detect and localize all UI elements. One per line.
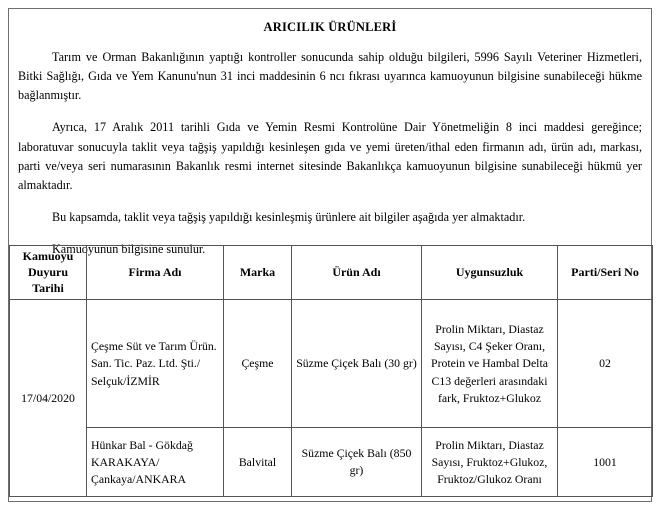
cell-brand: Çeşme <box>224 300 292 428</box>
cell-announcement-date: 17/04/2020 <box>10 300 87 497</box>
cell-batch-serial-no: 02 <box>558 300 653 428</box>
document-page <box>8 8 652 502</box>
cell-product-name: Süzme Çiçek Balı (30 gr) <box>292 300 422 428</box>
column-header-announcement-date: Kamuoyu Duyuru Tarihi <box>10 246 87 300</box>
column-header-brand: Marka <box>224 246 292 300</box>
cell-product-name: Süzme Çiçek Balı (850 gr) <box>292 428 422 497</box>
adulterated-products-table <box>9 245 653 497</box>
document-body <box>9 48 651 259</box>
table-row <box>10 300 653 428</box>
column-header-nonconformity: Uygunsuzluk <box>422 246 558 300</box>
paragraph-legal-basis: Tarım ve Orman Bakanlığının yaptığı kontroller sonucunda sahip olduğu bilgileri, 5996 Sayılı Veteriner Hizmetleri, Bitki Sağlığı, Gıda ve Yem Kanunu'nun 31 inci maddesinin 6 ncı fıkrası uyarınca kamuoyunun bilgisine sunabileceği hükme bağlanmıştır. <box>18 50 642 103</box>
cell-nonconformity: Prolin Miktarı, Diastaz Sayısı, C4 Şeker Oranı, Protein ve Hambal Delta C13 değerleri arasındaki fark, Fruktoz+Glukoz <box>422 300 558 428</box>
paragraph-regulation: Ayrıca, 17 Aralık 2011 tarihli Gıda ve Yemin Resmi Kontrolüne Dair Yönetmeliğin 8 inci maddesi gereğince; laboratuvar sonucuyla taklit veya tağşiş yapıldığı kesinleşen gıda ve yemi üreten/ithal eden firmanın adı, ürün adı, markası, parti ve/veya seri numarasının Bakanlık resmi internet sitesinde Bakanlıkça kamuoyunun bilgisine sunabileceği hükmü yer almaktadır. <box>18 120 642 192</box>
cell-firm-name: Hünkar Bal - Gökdağ KARAKAYA/ Çankaya/ANKARA <box>87 428 224 497</box>
cell-firm-name: Çeşme Süt ve Tarım Ürün. San. Tic. Paz. Ltd. Şti./ Selçuk/İZMİR <box>87 300 224 428</box>
page-title: ARICILIK ÜRÜNLERİ <box>263 20 397 34</box>
cell-batch-serial-no: 1001 <box>558 428 653 497</box>
table-header-row <box>10 246 653 300</box>
cell-nonconformity: Prolin Miktarı, Diastaz Sayısı, Fruktoz+Glukoz, Fruktoz/Glukoz Oranı <box>422 428 558 497</box>
column-header-batch-serial-no: Parti/Seri No <box>558 246 653 300</box>
column-header-firm-name: Firma Adı <box>87 246 224 300</box>
table-row <box>10 428 653 497</box>
paragraph-closing: Kamuoyunun bilgisine sunulur. <box>52 242 206 257</box>
cell-brand: Balvital <box>224 428 292 497</box>
column-header-product-name: Ürün Adı <box>292 246 422 300</box>
paragraph-scope: Bu kapsamda, taklit veya tağşiş yapıldığı kesinleşmiş ürünlere ait bilgiler aşağıda yer almaktadır. <box>52 210 526 225</box>
